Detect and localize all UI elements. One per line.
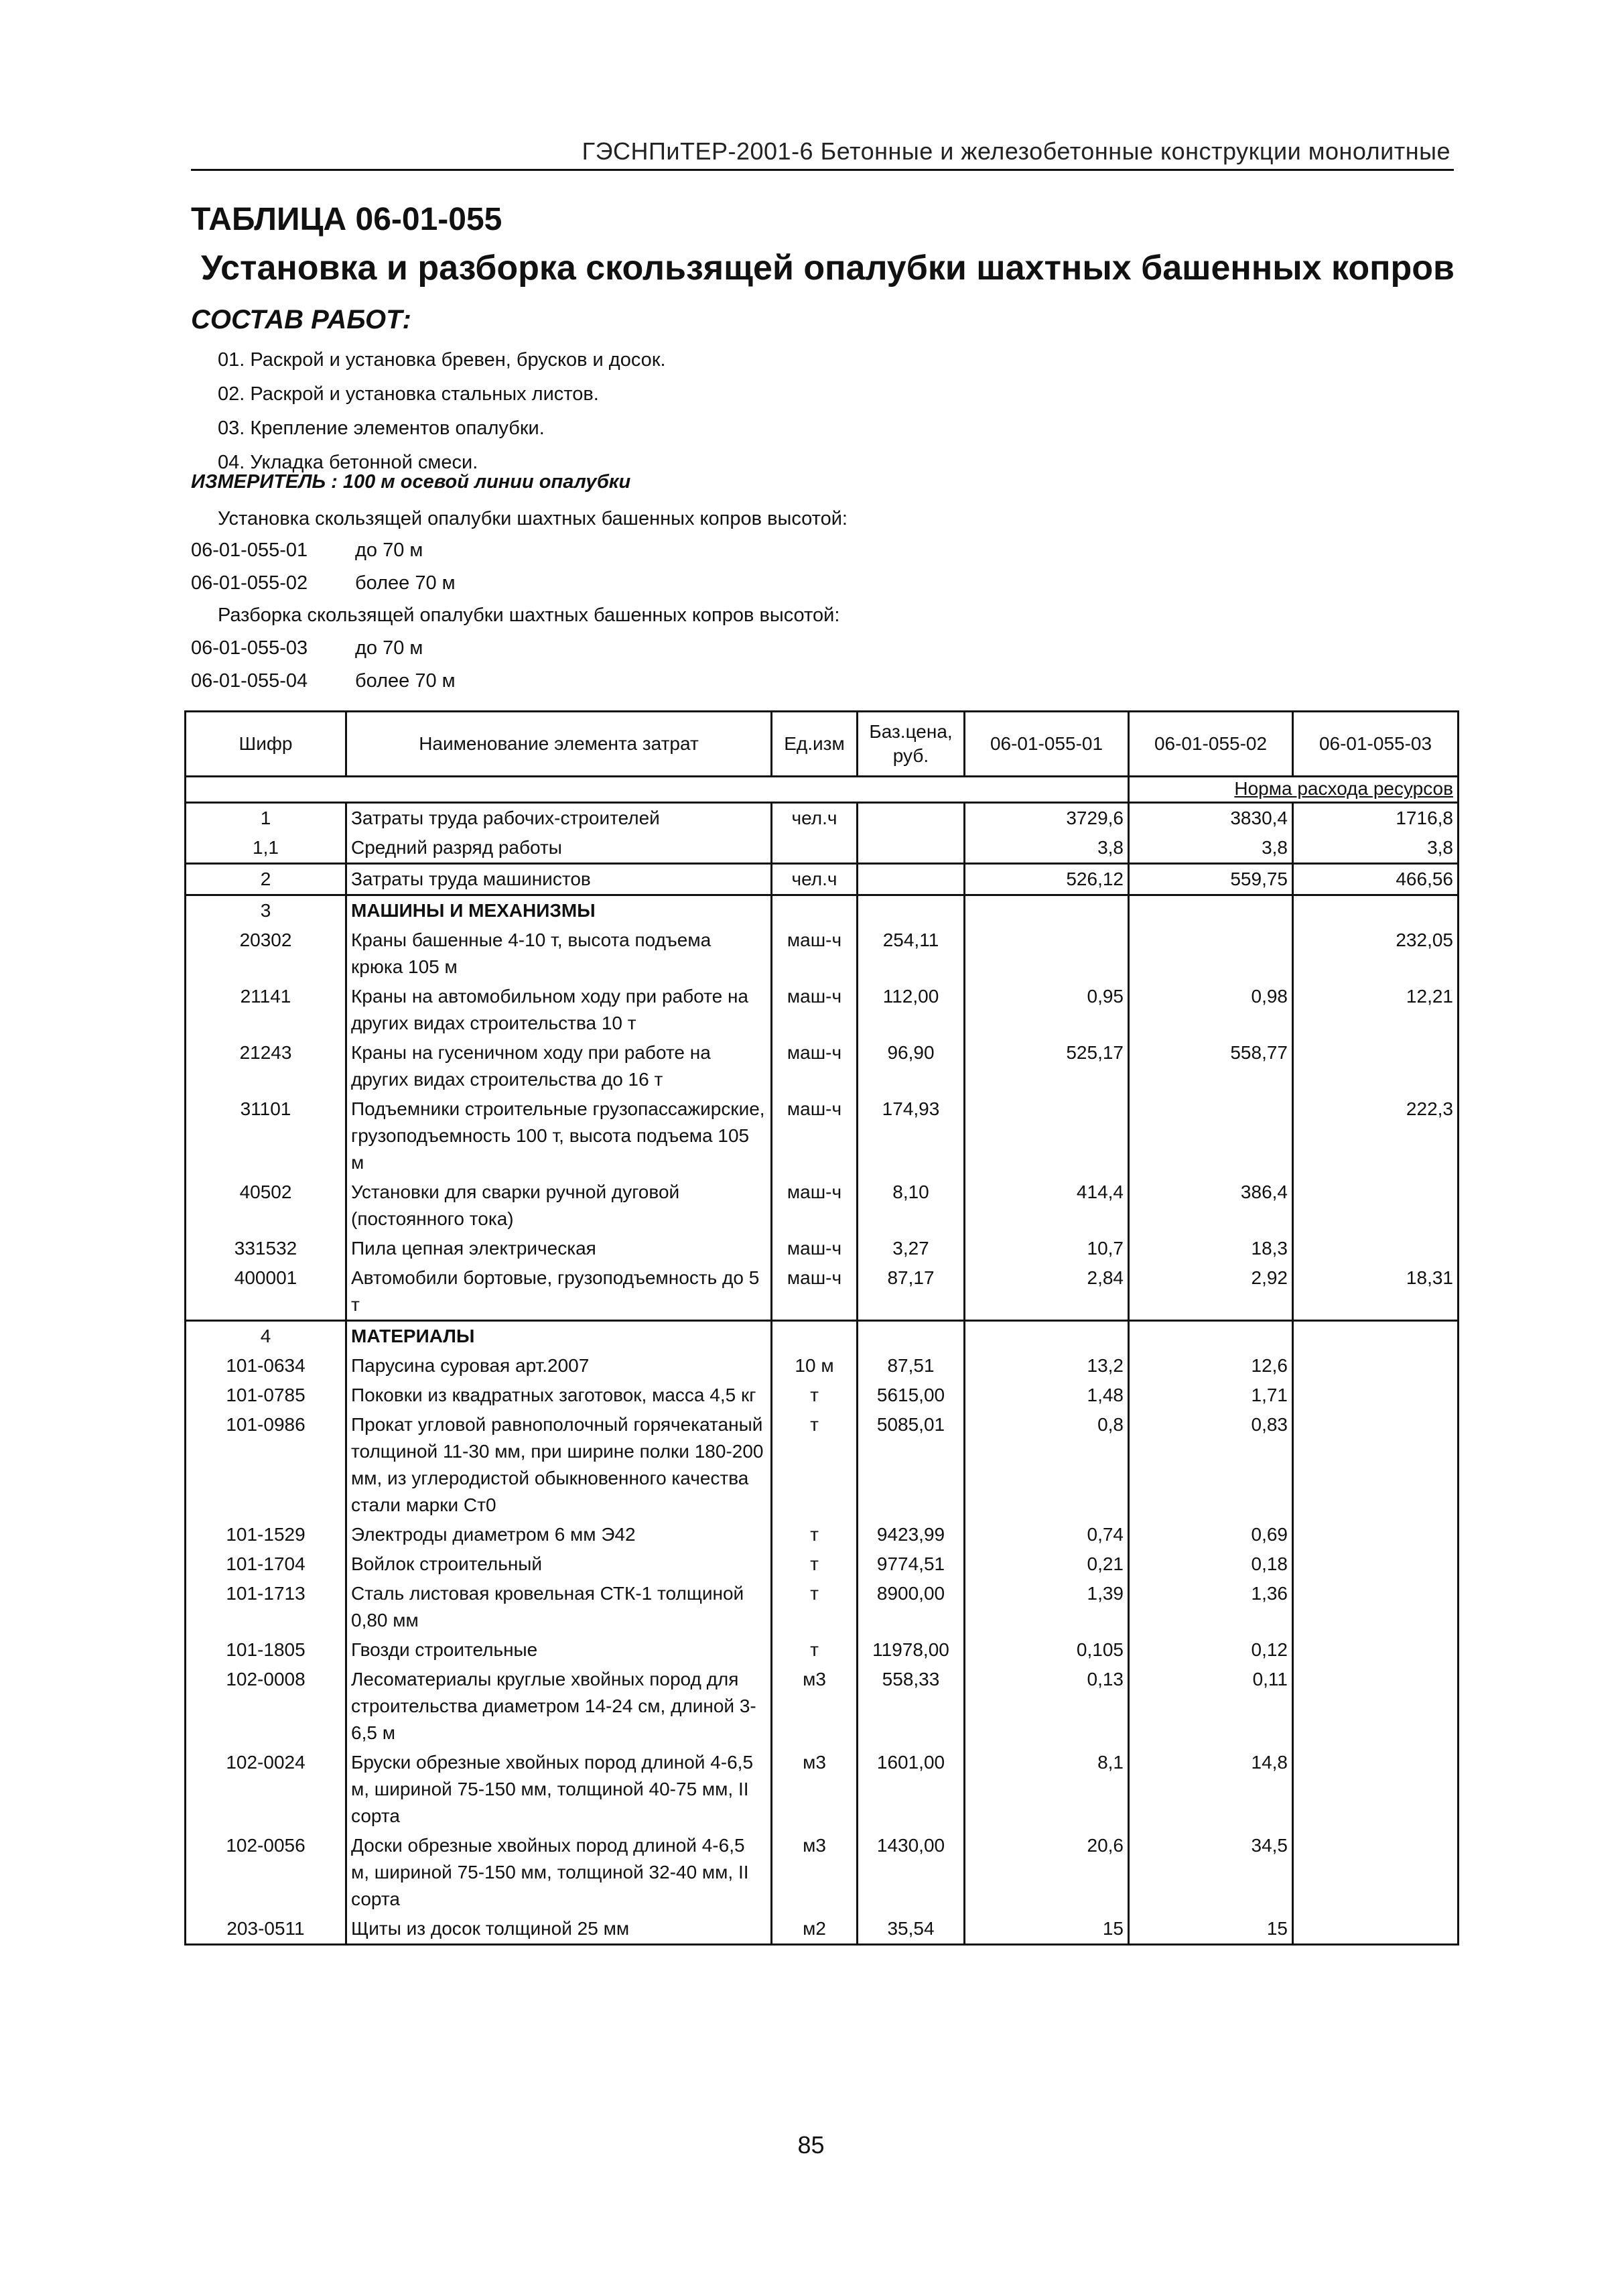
row-norm-c3 bbox=[1293, 1234, 1459, 1263]
row-code: 1 bbox=[186, 803, 346, 834]
table-row bbox=[186, 1381, 1459, 1410]
row-norm-c3: 466,56 bbox=[1293, 864, 1459, 895]
row-name: Краны на гусеничном ходу при работе на других видах строительства до 16 т bbox=[346, 1038, 772, 1094]
row-code: 2 bbox=[186, 864, 346, 895]
row-price: 9774,51 bbox=[858, 1549, 965, 1579]
row-unit bbox=[772, 895, 858, 926]
code-number: 06-01-055-02 bbox=[191, 572, 308, 594]
row-norm-c1 bbox=[965, 1321, 1129, 1352]
table-body bbox=[186, 777, 1459, 1945]
row-code: 101-0634 bbox=[186, 1351, 346, 1381]
row-norm-c1: 15 bbox=[965, 1914, 1129, 1945]
row-unit: маш-ч bbox=[772, 926, 858, 982]
col-header-c1: 06-01-055-01 bbox=[965, 712, 1129, 777]
row-code: 331532 bbox=[186, 1234, 346, 1263]
row-norm-c1: 10,7 bbox=[965, 1234, 1129, 1263]
table-row bbox=[186, 1520, 1459, 1549]
row-norm-c2 bbox=[1129, 926, 1293, 982]
row-norm-c3 bbox=[1293, 1381, 1459, 1410]
table-header-row bbox=[186, 712, 1459, 777]
row-name: Поковки из квадратных заготовок, масса 4,5 кг bbox=[346, 1381, 772, 1410]
row-norm-c1: 0,95 bbox=[965, 982, 1129, 1038]
dismantle-intro: Разборка скользящей опалубки шахтных башенных копров высотой: bbox=[218, 604, 840, 626]
row-code: 4 bbox=[186, 1321, 346, 1352]
norm-label: Норма расхода ресурсов bbox=[1129, 777, 1459, 803]
row-code: 101-0986 bbox=[186, 1410, 346, 1520]
row-unit: маш-ч bbox=[772, 1263, 858, 1321]
row-norm-c3: 232,05 bbox=[1293, 926, 1459, 982]
row-norm-c1: 525,17 bbox=[965, 1038, 1129, 1094]
row-name: Доски обрезные хвойных пород длиной 4-6,5 м, шириной 75-150 мм, толщиной 32-40 мм, II сорта bbox=[346, 1831, 772, 1914]
composition-item: 04. Укладка бетонной смеси. bbox=[218, 452, 478, 473]
table-row bbox=[186, 833, 1459, 864]
col-header-c2: 06-01-055-02 bbox=[1129, 712, 1293, 777]
norm-label-row bbox=[186, 777, 1459, 803]
row-norm-c3: 1716,8 bbox=[1293, 803, 1459, 834]
row-unit: т bbox=[772, 1381, 858, 1410]
row-norm-c1 bbox=[965, 895, 1129, 926]
row-price: 558,33 bbox=[858, 1665, 965, 1748]
col-header-name: Наименование элемента затрат bbox=[346, 712, 772, 777]
row-norm-c1: 0,8 bbox=[965, 1410, 1129, 1520]
install-intro: Установка скользящей опалубки шахтных башенных копров высотой: bbox=[218, 508, 848, 529]
row-norm-c3: 222,3 bbox=[1293, 1094, 1459, 1177]
row-norm-c3 bbox=[1293, 1410, 1459, 1520]
table-row bbox=[186, 1263, 1459, 1321]
code-row bbox=[191, 670, 456, 692]
row-name: Краны башенные 4-10 т, высота подъема крюка 105 м bbox=[346, 926, 772, 982]
table-subtitle: Установка и разборка скользящей опалубки шахтных башенных копров bbox=[201, 249, 1455, 288]
row-norm-c1: 20,6 bbox=[965, 1831, 1129, 1914]
row-unit: маш-ч bbox=[772, 982, 858, 1038]
row-norm-c2: 34,5 bbox=[1129, 1831, 1293, 1914]
row-norm-c3 bbox=[1293, 1914, 1459, 1945]
row-price: 5615,00 bbox=[858, 1381, 965, 1410]
row-price: 3,27 bbox=[858, 1234, 965, 1263]
row-norm-c2: 386,4 bbox=[1129, 1177, 1293, 1234]
row-norm-c3 bbox=[1293, 1579, 1459, 1635]
table-row bbox=[186, 1410, 1459, 1520]
row-name: МАШИНЫ И МЕХАНИЗМЫ bbox=[346, 895, 772, 926]
row-norm-c1: 1,48 bbox=[965, 1381, 1129, 1410]
row-code: 31101 bbox=[186, 1094, 346, 1177]
row-norm-c3: 3,8 bbox=[1293, 833, 1459, 864]
table-row bbox=[186, 803, 1459, 834]
row-unit: маш-ч bbox=[772, 1234, 858, 1263]
row-norm-c1: 3729,6 bbox=[965, 803, 1129, 834]
row-norm-c2: 3830,4 bbox=[1129, 803, 1293, 834]
row-norm-c1: 526,12 bbox=[965, 864, 1129, 895]
row-norm-c3 bbox=[1293, 1177, 1459, 1234]
row-price: 87,51 bbox=[858, 1351, 965, 1381]
table-row bbox=[186, 895, 1459, 926]
row-name: Сталь листовая кровельная СТК-1 толщиной 0,80 мм bbox=[346, 1579, 772, 1635]
table-row bbox=[186, 1914, 1459, 1945]
row-price: 9423,99 bbox=[858, 1520, 965, 1549]
composition-item: 01. Раскрой и установка бревен, брусков и досок. bbox=[218, 349, 666, 371]
row-name: Установки для сварки ручной дуговой (постоянного тока) bbox=[346, 1177, 772, 1234]
row-norm-c1: 1,39 bbox=[965, 1579, 1129, 1635]
table-row bbox=[186, 1665, 1459, 1748]
table-row bbox=[186, 1579, 1459, 1635]
row-unit: чел.ч bbox=[772, 803, 858, 834]
row-name: Парусина суровая арт.2007 bbox=[346, 1351, 772, 1381]
row-norm-c2 bbox=[1129, 1094, 1293, 1177]
composition-list bbox=[218, 343, 666, 480]
row-code: 102-0056 bbox=[186, 1831, 346, 1914]
composition-item: 02. Раскрой и установка стальных листов. bbox=[218, 383, 599, 405]
table-row bbox=[186, 1351, 1459, 1381]
row-norm-c3 bbox=[1293, 1549, 1459, 1579]
row-norm-c2: 0,98 bbox=[1129, 982, 1293, 1038]
col-header-unit: Ед.изм bbox=[772, 712, 858, 777]
row-norm-c2: 559,75 bbox=[1129, 864, 1293, 895]
col-header-c3: 06-01-055-03 bbox=[1293, 712, 1459, 777]
running-header: ГЭСНПиТЕР-2001-6 Бетонные и железобетонные конструкции монолитные bbox=[582, 137, 1450, 165]
code-row bbox=[191, 539, 423, 562]
table-row bbox=[186, 1094, 1459, 1177]
row-unit bbox=[772, 1321, 858, 1352]
row-code: 101-1805 bbox=[186, 1635, 346, 1665]
row-price bbox=[858, 803, 965, 834]
row-name: Электроды диаметром 6 мм Э42 bbox=[346, 1520, 772, 1549]
resources-table bbox=[184, 710, 1459, 1946]
row-unit: м3 bbox=[772, 1665, 858, 1748]
row-norm-c1: 3,8 bbox=[965, 833, 1129, 864]
table-row bbox=[186, 1234, 1459, 1263]
row-norm-c2: 15 bbox=[1129, 1914, 1293, 1945]
row-norm-c1: 0,105 bbox=[965, 1635, 1129, 1665]
row-name: Средний разряд работы bbox=[346, 833, 772, 864]
row-unit: маш-ч bbox=[772, 1038, 858, 1094]
row-name: Щиты из досок толщиной 25 мм bbox=[346, 1914, 772, 1945]
row-unit: м3 bbox=[772, 1748, 858, 1831]
meter-line: ИЗМЕРИТЕЛЬ : 100 м осевой линии опалубки bbox=[191, 471, 631, 493]
row-price: 174,93 bbox=[858, 1094, 965, 1177]
row-norm-c3 bbox=[1293, 1831, 1459, 1914]
table-row bbox=[186, 1177, 1459, 1234]
code-number: 06-01-055-04 bbox=[191, 670, 308, 692]
row-norm-c1: 8,1 bbox=[965, 1748, 1129, 1831]
table-row bbox=[186, 1635, 1459, 1665]
row-norm-c1: 13,2 bbox=[965, 1351, 1129, 1381]
row-norm-c1: 0,74 bbox=[965, 1520, 1129, 1549]
row-unit bbox=[772, 833, 858, 864]
row-unit: т bbox=[772, 1579, 858, 1635]
row-norm-c2: 1,71 bbox=[1129, 1381, 1293, 1410]
table-row bbox=[186, 926, 1459, 982]
row-price: 112,00 bbox=[858, 982, 965, 1038]
row-price: 8900,00 bbox=[858, 1579, 965, 1635]
row-norm-c3 bbox=[1293, 895, 1459, 926]
row-price bbox=[858, 833, 965, 864]
row-price: 8,10 bbox=[858, 1177, 965, 1234]
table-row bbox=[186, 982, 1459, 1038]
row-norm-c2: 2,92 bbox=[1129, 1263, 1293, 1321]
row-norm-c2: 18,3 bbox=[1129, 1234, 1293, 1263]
row-price: 11978,00 bbox=[858, 1635, 965, 1665]
row-price: 254,11 bbox=[858, 926, 965, 982]
code-description: до 70 м bbox=[355, 637, 423, 659]
row-name: МАТЕРИАЛЫ bbox=[346, 1321, 772, 1352]
row-norm-c2 bbox=[1129, 1321, 1293, 1352]
row-name: Прокат угловой равнополочный горячекатаный толщиной 11-30 мм, при ширине полки 180-200 мм, из углеродистой обыкновенного качества стали марки Ст0 bbox=[346, 1410, 772, 1520]
row-norm-c3 bbox=[1293, 1748, 1459, 1831]
code-number: 06-01-055-03 bbox=[191, 637, 308, 659]
row-code: 203-0511 bbox=[186, 1914, 346, 1945]
row-unit: маш-ч bbox=[772, 1094, 858, 1177]
row-norm-c1 bbox=[965, 926, 1129, 982]
row-code: 21243 bbox=[186, 1038, 346, 1094]
row-name: Краны на автомобильном ходу при работе на других видах строительства 10 т bbox=[346, 982, 772, 1038]
table-row bbox=[186, 1321, 1459, 1352]
row-norm-c1: 0,21 bbox=[965, 1549, 1129, 1579]
row-name: Затраты труда машинистов bbox=[346, 864, 772, 895]
row-code: 102-0008 bbox=[186, 1665, 346, 1748]
composition-item: 03. Крепление элементов опалубки. bbox=[218, 418, 545, 439]
row-norm-c2: 0,69 bbox=[1129, 1520, 1293, 1549]
row-code: 101-1704 bbox=[186, 1549, 346, 1579]
row-price: 96,90 bbox=[858, 1038, 965, 1094]
row-code: 101-1713 bbox=[186, 1579, 346, 1635]
row-norm-c3 bbox=[1293, 1321, 1459, 1352]
row-price: 35,54 bbox=[858, 1914, 965, 1945]
row-code: 40502 bbox=[186, 1177, 346, 1234]
row-unit: т bbox=[772, 1520, 858, 1549]
row-name: Пила цепная электрическая bbox=[346, 1234, 772, 1263]
row-norm-c3: 18,31 bbox=[1293, 1263, 1459, 1321]
row-norm-c2: 12,6 bbox=[1129, 1351, 1293, 1381]
composition-label: СОСТАВ РАБОТ: bbox=[191, 305, 411, 334]
row-norm-c2: 0,83 bbox=[1129, 1410, 1293, 1520]
row-code: 102-0024 bbox=[186, 1748, 346, 1831]
code-description: более 70 м bbox=[355, 572, 456, 594]
row-norm-c3 bbox=[1293, 1520, 1459, 1549]
row-price: 1601,00 bbox=[858, 1748, 965, 1831]
row-unit: маш-ч bbox=[772, 1177, 858, 1234]
page-number: 85 bbox=[797, 2131, 825, 2159]
row-norm-c2: 14,8 bbox=[1129, 1748, 1293, 1831]
row-unit: чел.ч bbox=[772, 864, 858, 895]
row-code: 20302 bbox=[186, 926, 346, 982]
row-price bbox=[858, 895, 965, 926]
code-number: 06-01-055-01 bbox=[191, 539, 308, 561]
row-name: Подъемники строительные грузопассажирские, грузоподъемность 100 т, высота подъема 105 м bbox=[346, 1094, 772, 1177]
row-price: 5085,01 bbox=[858, 1410, 965, 1520]
row-norm-c3 bbox=[1293, 1351, 1459, 1381]
row-price: 1430,00 bbox=[858, 1831, 965, 1914]
col-header-price: Баз.цена, руб. bbox=[858, 712, 965, 777]
row-norm-c3 bbox=[1293, 1665, 1459, 1748]
row-unit: т bbox=[772, 1635, 858, 1665]
row-norm-c2: 0,18 bbox=[1129, 1549, 1293, 1579]
row-norm-c2: 0,12 bbox=[1129, 1635, 1293, 1665]
table-row bbox=[186, 1748, 1459, 1831]
header-rule bbox=[191, 169, 1454, 171]
row-price bbox=[858, 1321, 965, 1352]
code-row bbox=[191, 572, 456, 594]
row-name: Затраты труда рабочих-строителей bbox=[346, 803, 772, 834]
row-norm-c1: 414,4 bbox=[965, 1177, 1129, 1234]
row-unit: т bbox=[772, 1410, 858, 1520]
code-description: более 70 м bbox=[355, 670, 456, 692]
row-norm-c2: 1,36 bbox=[1129, 1579, 1293, 1635]
row-unit: т bbox=[772, 1549, 858, 1579]
row-norm-c2: 3,8 bbox=[1129, 833, 1293, 864]
code-description: до 70 м bbox=[355, 539, 423, 561]
row-code: 21141 bbox=[186, 982, 346, 1038]
row-code: 101-1529 bbox=[186, 1520, 346, 1549]
row-name: Автомобили бортовые, грузоподъемность до 5 т bbox=[346, 1263, 772, 1321]
table-row bbox=[186, 1038, 1459, 1094]
row-code: 1,1 bbox=[186, 833, 346, 864]
row-unit: м2 bbox=[772, 1914, 858, 1945]
table-row bbox=[186, 864, 1459, 895]
row-unit: 10 м bbox=[772, 1351, 858, 1381]
row-norm-c3 bbox=[1293, 1635, 1459, 1665]
row-norm-c3: 12,21 bbox=[1293, 982, 1459, 1038]
table-row bbox=[186, 1831, 1459, 1914]
row-name: Войлок строительный bbox=[346, 1549, 772, 1579]
row-name: Бруски обрезные хвойных пород длиной 4-6,5 м, шириной 75-150 мм, толщиной 40-75 мм, II сорта bbox=[346, 1748, 772, 1831]
row-code: 400001 bbox=[186, 1263, 346, 1321]
col-header-code: Шифр bbox=[186, 712, 346, 777]
row-norm-c1: 0,13 bbox=[965, 1665, 1129, 1748]
row-norm-c1 bbox=[965, 1094, 1129, 1177]
row-price bbox=[858, 864, 965, 895]
row-name: Лесоматериалы круглые хвойных пород для строительства диаметром 14-24 см, длиной 3-6,5 м bbox=[346, 1665, 772, 1748]
row-norm-c3 bbox=[1293, 1038, 1459, 1094]
row-price: 87,17 bbox=[858, 1263, 965, 1321]
code-row bbox=[191, 637, 423, 659]
row-code: 3 bbox=[186, 895, 346, 926]
row-norm-c2 bbox=[1129, 895, 1293, 926]
row-code: 101-0785 bbox=[186, 1381, 346, 1410]
row-norm-c2: 558,77 bbox=[1129, 1038, 1293, 1094]
table-title: ТАБЛИЦА 06-01-055 bbox=[191, 202, 502, 237]
row-norm-c2: 0,11 bbox=[1129, 1665, 1293, 1748]
table-row bbox=[186, 1549, 1459, 1579]
row-name: Гвозди строительные bbox=[346, 1635, 772, 1665]
row-unit: м3 bbox=[772, 1831, 858, 1914]
row-norm-c1: 2,84 bbox=[965, 1263, 1129, 1321]
